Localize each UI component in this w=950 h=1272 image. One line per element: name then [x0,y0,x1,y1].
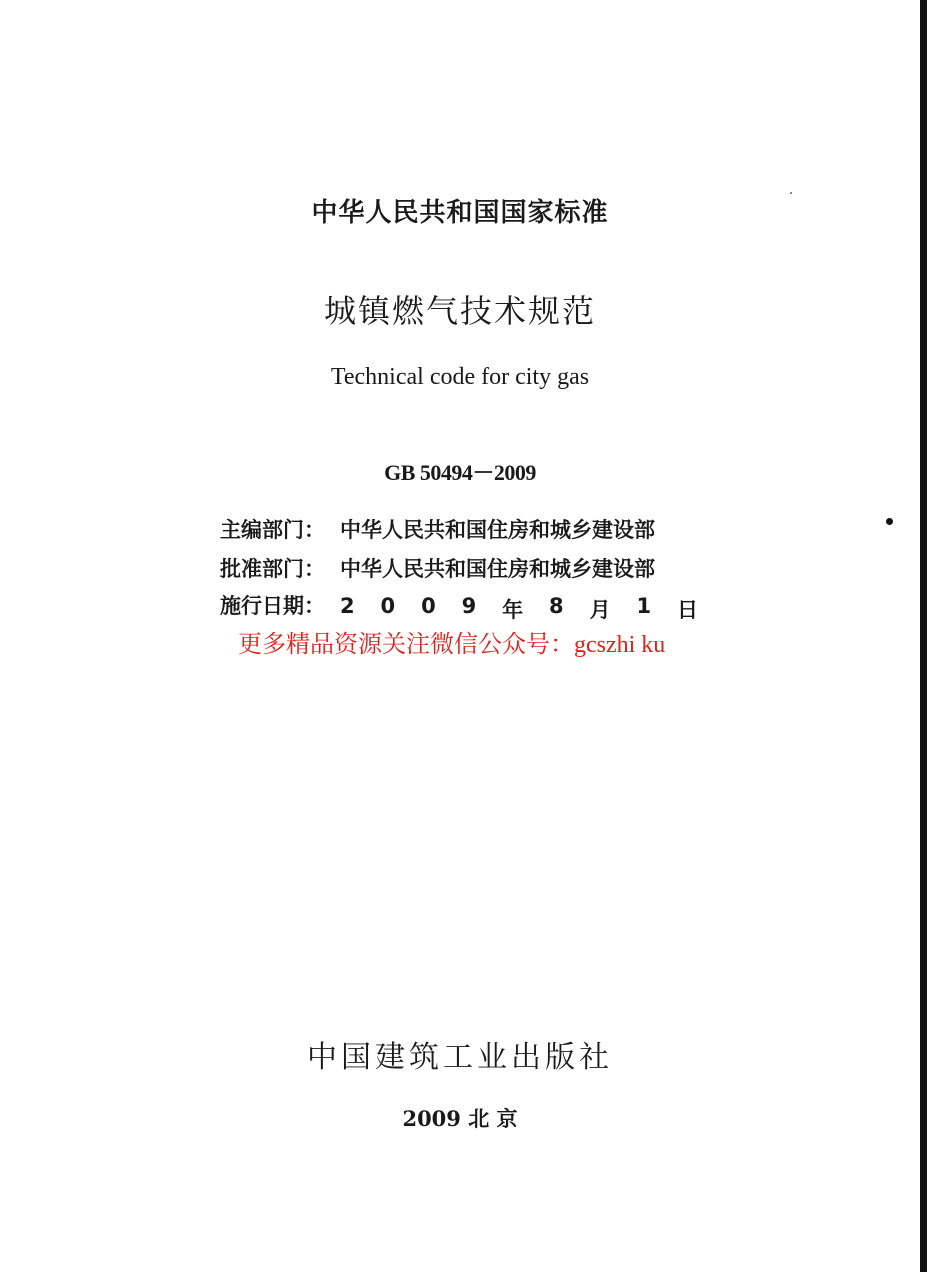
date-char: 1 [636,594,652,618]
publisher: 中国建筑工业出版社 [307,1040,613,1075]
effective-date [340,594,698,624]
date-row [220,590,700,624]
watermark-text: 更多精品资源关注微信公众号：gcszhi ku [238,632,666,658]
date-char: 9 [461,594,477,618]
date-char: 年 [502,598,524,622]
approver-label: 批准部门： [220,557,325,581]
page-edge-line [920,0,927,1272]
date-char: 0 [380,594,396,618]
standard-type: 中华人民共和国国家标准 [311,198,609,228]
document-title-english: Technical code for city gas [330,364,590,390]
publication-year-city: 2009 北 京 [402,1106,518,1131]
approver-value: 中华人民共和国住房和城乡建设部 [340,557,655,581]
editor-label: 主编部门： [220,518,325,542]
approver-row [220,553,700,583]
editor-row [220,514,700,544]
scan-dot [886,518,893,525]
document-title: 城镇燃气技术规范 [323,292,596,330]
editor-value: 中华人民共和国住房和城乡建设部 [340,518,655,542]
date-char: 2 [340,594,355,618]
standard-code: GB 50494－2009 [384,460,536,485]
date-char: 8 [549,594,564,618]
date-label: 施行日期： [220,594,325,618]
date-char: 日 [677,598,698,622]
date-char: 0 [421,594,436,618]
date-char: 月 [589,598,611,622]
